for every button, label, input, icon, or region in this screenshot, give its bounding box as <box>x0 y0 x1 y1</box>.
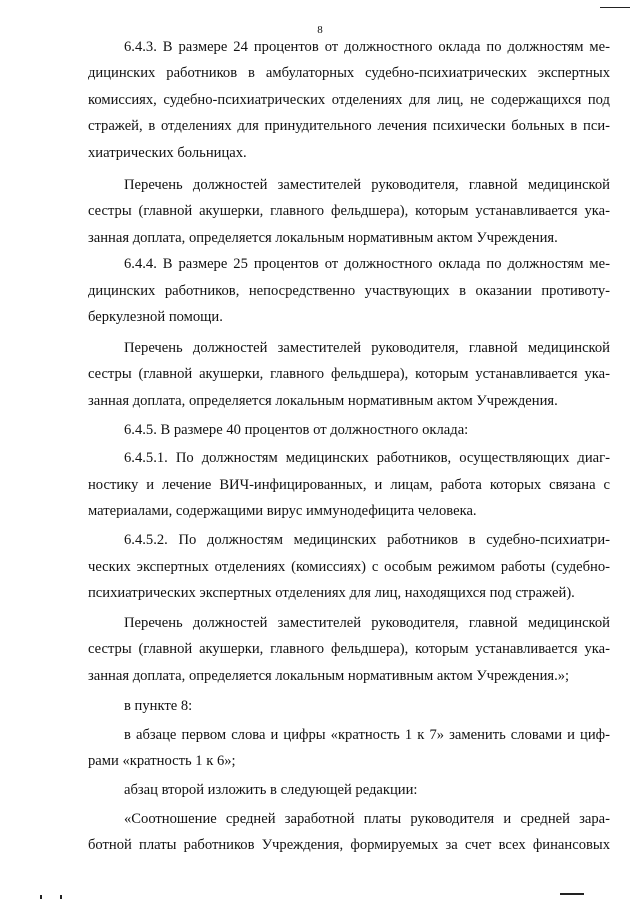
paragraph-line: психиатрических экспертных отделениях для лиц, находящихся под стражей). <box>88 585 575 601</box>
scan-artifact-bottom-left <box>40 895 42 899</box>
paragraph-line: дицинских работников, непосредственно участвующих в оказании противоту- <box>88 283 610 299</box>
paragraph-line: 6.4.5.1. По должностям медицинских работников, осуществляющих диаг- <box>124 450 610 466</box>
paragraph-line: сестры (главной акушерки, главного фельдшера), которым устанавливается ука- <box>88 366 610 382</box>
paragraph-line: 6.4.5. В размере 40 процентов от должностного оклада: <box>124 422 469 438</box>
paragraph-line: ческих экспертных отделениях (комиссиях) с особым режимом работы (судебно- <box>88 559 610 575</box>
paragraph-line: занная доплата, определяется локальным нормативным актом Учреждения. <box>88 393 558 409</box>
paragraph-line: сестры (главной акушерки, главного фельдшера), которым устанавливается ука- <box>88 203 610 219</box>
paragraph-line: 6.4.4. В размере 25 процентов от должностного оклада по должностям ме- <box>124 256 610 272</box>
paragraph-line: ботной платы работников Учреждения, формируемых за счет всех финансовых <box>88 837 610 853</box>
paragraph-line: «Соотношение средней заработной платы руководителя и средней зара- <box>124 811 610 827</box>
paragraph-line: комиссиях, судебно-психиатрических отделениях для лиц, не содержащихся под <box>88 92 610 108</box>
paragraph-line: занная доплата, определяется локальным нормативным актом Учреждения.»; <box>88 668 570 684</box>
scan-artifact-top-right <box>600 7 630 8</box>
paragraph-line: стражей, в отделениях для принудительного лечения психически больных в пси- <box>88 118 610 134</box>
paragraph-line: хиатрических больницах. <box>88 145 247 161</box>
paragraph-line: сестры (главной акушерки, главного фельдшера), которым устанавливается ука- <box>88 641 610 657</box>
scan-artifact-bottom-right <box>560 893 584 895</box>
paragraph-line: материалами, содержащими вирус иммунодефицита человека. <box>88 503 477 519</box>
paragraph-line: Перечень должностей заместителей руководителя, главной медицинской <box>124 615 610 631</box>
paragraph-line: абзац второй изложить в следующей редакции: <box>124 782 418 798</box>
paragraph-line: в пункте 8: <box>124 698 193 714</box>
paragraph-line: Перечень должностей заместителей руководителя, главной медицинской <box>124 177 610 193</box>
paragraph-line: рами «кратность 1 к 6»; <box>88 753 236 769</box>
paragraph-line: занная доплата, определяется локальным нормативным актом Учреждения. <box>88 230 558 246</box>
paragraph-line: 6.4.3. В размере 24 процентов от должностного оклада по должностям ме- <box>124 39 610 55</box>
paragraph-line: в абзаце первом слова и цифры «кратность 1 к 7» заменить словами и циф- <box>124 727 610 743</box>
paragraph-line: беркулезной помощи. <box>88 309 223 325</box>
paragraph-line: Перечень должностей заместителей руководителя, главной медицинской <box>124 340 610 356</box>
paragraph-line: ностику и лечение ВИЧ-инфицированных, и лицам, работа которых связана с <box>88 477 610 493</box>
scan-artifact-bottom-left-2 <box>60 895 62 899</box>
page-number: 8 <box>317 24 323 36</box>
paragraph-line: 6.4.5.2. По должностям медицинских работников в судебно-психиатри- <box>124 532 610 548</box>
paragraph-line: дицинских работников в амбулаторных судебно-психиатрических экспертных <box>88 65 610 81</box>
